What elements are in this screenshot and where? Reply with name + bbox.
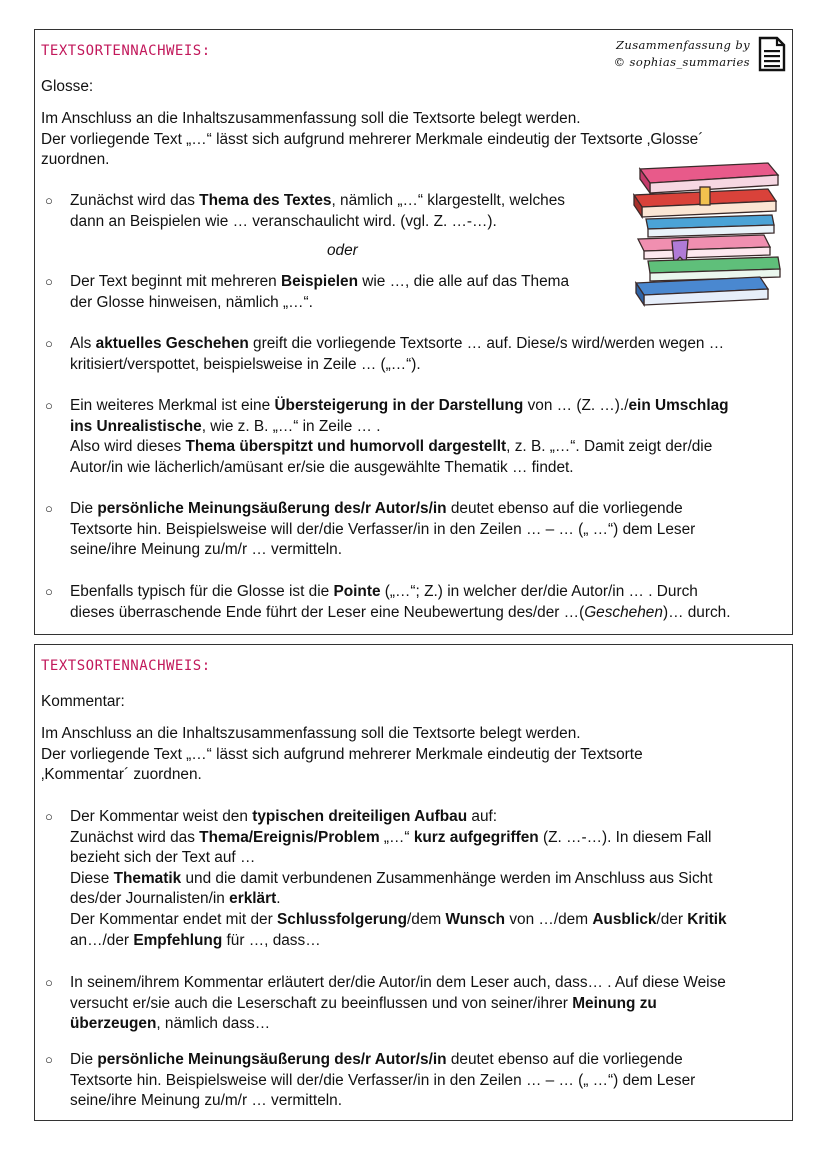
text-type-label: Glosse:	[41, 78, 94, 95]
document-icon	[758, 36, 786, 72]
credit-line-2: © sophias_summaries	[613, 55, 750, 69]
books-stack-illustration	[628, 161, 784, 313]
bullet-icon: ○	[45, 1052, 53, 1067]
glosse-section: TEXTSORTENNACHWEIS: Zusammenfassung by © sophias_summaries Glosse: Im Anschluss an die Inhaltszusammenfassung soll die Textsorte belegt werden. Der vorliegende Text „…“ lässt sich aufgrund mehrerer Merkmale eindeutig der Textsorte ‚Glosse´ zuordnen. ○ Zunächst wird das Thema des Textes, nämlich „…“ klargestellt, welches dann an Beispielen wie … veranschaulicht wird. (vgl. Z. …-…). oder ○ Der Text beginnt mit mehreren Beispielen wie …, die alle auf das Thema der Glosse hinweisen, nämlich „…“. ○ Als aktuelles Geschehen greift die vorliegende Textsorte … auf. Diese/s wird/werden wegen … kritisiert/verspottet, beispielsweise in Zeile … („…“). ○ Ein weiteres Merkmal ist eine Übersteigerung in der Darstellung von … (Z. …)./ein Umschlag ins Unrealistische, wie z. B. „…“ in Zeile … . Also wird dieses Thema überspitzt und humorvoll dargestellt, z. B. „…“. Damit zeigt der/die Autor/in wie lächerlich/amüsant er/sie die ausgewählte Thematik … findet. ○ Die persönliche Meinungsäußerung des/r Autor/s/in deutet ebenso auf die vorliegende Textsorte hin. Beispielsweise will der/die Verfasser/in in den Zeilen … – … („ …“) dem Leser seine/ihre Meinung zu/m/r … vermitteln. ○ Ebenfalls typisch für die Glosse ist die Pointe („…“; Z.) in welcher der/die Autor/in … . Durch dieses überraschende Ende führt der Leser eine Neubewertung des/der …(Geschehen)… durch.	[34, 29, 793, 635]
alternative-separator: oder	[327, 242, 358, 259]
bullet-icon: ○	[45, 584, 53, 599]
bullet-icon: ○	[45, 193, 53, 208]
bullet-icon: ○	[45, 274, 53, 289]
text-type-label: Kommentar:	[41, 693, 125, 710]
bullet-icon: ○	[45, 809, 53, 824]
bullet-icon: ○	[45, 975, 53, 990]
section-heading: TEXTSORTENNACHWEIS:	[41, 43, 211, 59]
intro-paragraph: Im Anschluss an die Inhaltszusammenfassung soll die Textsorte belegt werden. Der vorliegende Text „…“ lässt sich aufgrund mehrerer Merkmale eindeutig der Textsorte ‚Kommentar´ zuordnen.	[41, 725, 643, 784]
credit-line-1: Zusammenfassung by	[616, 38, 750, 52]
author-credit	[614, 37, 750, 71]
bullet-icon: ○	[45, 398, 53, 413]
bullet-icon: ○	[45, 501, 53, 516]
intro-paragraph: Im Anschluss an die Inhaltszusammenfassung soll die Textsorte belegt werden. Der vorliegende Text „…“ lässt sich aufgrund mehrerer Merkmale eindeutig der Textsorte ‚Glosse´ zuordnen.	[41, 110, 704, 169]
kommentar-section: TEXTSORTENNACHWEIS: Kommentar: Im Anschluss an die Inhaltszusammenfassung soll die Textsorte belegt werden. Der vorliegende Text „…“ lässt sich aufgrund mehrerer Merkmale eindeutig der Textsorte ‚Kommentar´ zuordnen. ○ Der Kommentar weist den typischen dreiteiligen Aufbau auf: Zunächst wird das Thema/Ereignis/Problem „…“ kurz aufgegriffen (Z. …-…). In diesem Fall bezieht sich der Text auf … Diese Thematik und die damit verbundenen Zusammenhänge werden im Anschluss aus Sicht des/der Journalisten/in erklärt. Der Kommentar endet mit der Schlussfolgerung/dem Wunsch von …/dem Ausblick/der Kritik an…/der Empfehlung für …, dass… ○ In seinem/ihrem Kommentar erläutert der/die Autor/in dem Leser auch, dass… . Auf diese Weise versucht er/sie auch die Leserschaft zu beeinflussen und von seiner/ihrer Meinung zu überzeugen, nämlich dass… ○ Die persönliche Meinungsäußerung des/r Autor/s/in deutet ebenso auf die vorliegende Textsorte hin. Beispielsweise will der/die Verfasser/in in den Zeilen … – … („ …“) dem Leser seine/ihre Meinung zu/m/r … vermitteln.	[34, 644, 793, 1121]
bullet-icon: ○	[45, 336, 53, 351]
section-heading: TEXTSORTENNACHWEIS:	[41, 658, 211, 674]
